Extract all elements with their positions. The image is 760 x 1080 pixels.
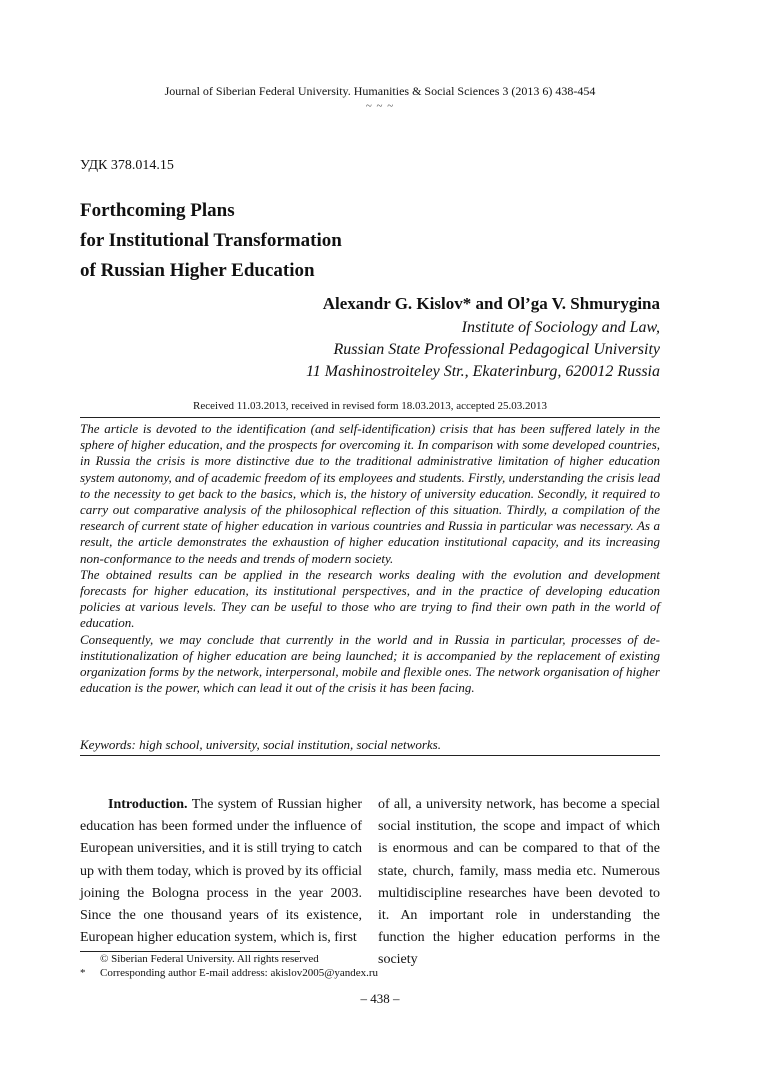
authors: Alexandr G. Kislov* and Ol’ga V. Shmurygina — [322, 294, 660, 313]
affiliation — [306, 317, 660, 383]
title-line: for Institutional Transformation — [80, 230, 342, 251]
intro-heading: Introduction. — [108, 797, 188, 812]
header-separator: ~ ~ ~ — [365, 100, 395, 112]
title-line: of Russian Higher Education — [80, 260, 315, 281]
received-dates: Received 11.03.2013, received in revised form 18.03.2013, accepted 25.03.2013 — [193, 400, 547, 412]
keywords: Keywords: high school, university, social institution, social networks. — [80, 737, 441, 752]
journal-header: Journal of Siberian Federal University. Humanities & Social Sciences 3 (2013 6) 438-454 — [164, 84, 596, 98]
page-number: – 438 – — [360, 991, 400, 1006]
abstract — [80, 421, 660, 696]
title-line: Forthcoming Plans — [80, 200, 235, 221]
intro-text: The system of Russian higher education has been formed under the influence of European universities, and it is still trying to catch up with them today, which is proved by its official joining the Bologna process in the year 2003. Since the one thousand years of its existence, European higher education system, which is, first — [80, 797, 362, 946]
abstract-paragraph: The article is devoted to the identification (and self-identification) crisis that has been suffered lately in the sphere of higher education, and the prospects for overcoming it. In comparison with some developed countries, in Russia the crisis is more distinctive due to the traditional administrative limitation of higher education system autonomy, and of academic freedom of its employees and students. Firstly, understanding the crisis lead to the necessity to get back to the basics, which is, the history of university education. Secondly, it required to carry out comparative analysis of the philosophical reflection of this situation. Thirdly, a compilation of the research of current state of higher education in various countries and Russia in particular was necessary. As a result, the article demonstrates the exhaustion of higher education institutional capacity, and its increasing non-conformance to the needs and trends of modern society. — [80, 421, 660, 566]
affiliation-line: Russian State Professional Pedagogical University — [333, 341, 660, 358]
affiliation-line: 11 Mashinostroiteley Str., Ekaterinburg, 620012 Russia — [305, 363, 660, 380]
body-column-left — [80, 794, 362, 949]
footnote-marker: * — [80, 967, 86, 979]
corresponding-author-note: Corresponding author E-mail address: akislov2005@yandex.ru — [100, 967, 379, 979]
abstract-bottom-rule — [80, 755, 660, 756]
affiliation-line: Institute of Sociology and Law, — [461, 319, 660, 336]
body-column-right — [378, 794, 660, 972]
abstract-top-rule — [80, 417, 660, 418]
abstract-paragraph: The obtained results can be applied in the research works dealing with the evolution and development forecasts for higher education, its institutional perspectives, and in the practice of developing education policies at various levels. They can be useful to those who are trying to find their own path in the world of education. — [80, 566, 660, 631]
body-paragraph: of all, a university network, has become a special social institution, the scope and impact of which is enormous and can be compared to that of the state, church, family, mass media etc. Numerous multidiscipline researches have been devoted to it. An important role in understanding the function the higher education performs in the society — [378, 797, 660, 968]
footnote-rule — [80, 951, 300, 952]
abstract-paragraph: Consequently, we may conclude that currently in the world and in Russia in particular, processes of de-institutionalization of higher education are being launched; it is accompanied by the replacement of existing organization forms by the network, interpersonal, mobile and flexible ones. The network organisation of higher education is the power, which can lead it out of the crisis it has been facing. — [80, 631, 660, 696]
udk-code: УДК 378.014.15 — [80, 158, 174, 173]
intro-paragraph — [80, 794, 362, 949]
copyright-note: © Siberian Federal University. All rights reserved — [100, 953, 319, 965]
article-title — [80, 196, 342, 286]
